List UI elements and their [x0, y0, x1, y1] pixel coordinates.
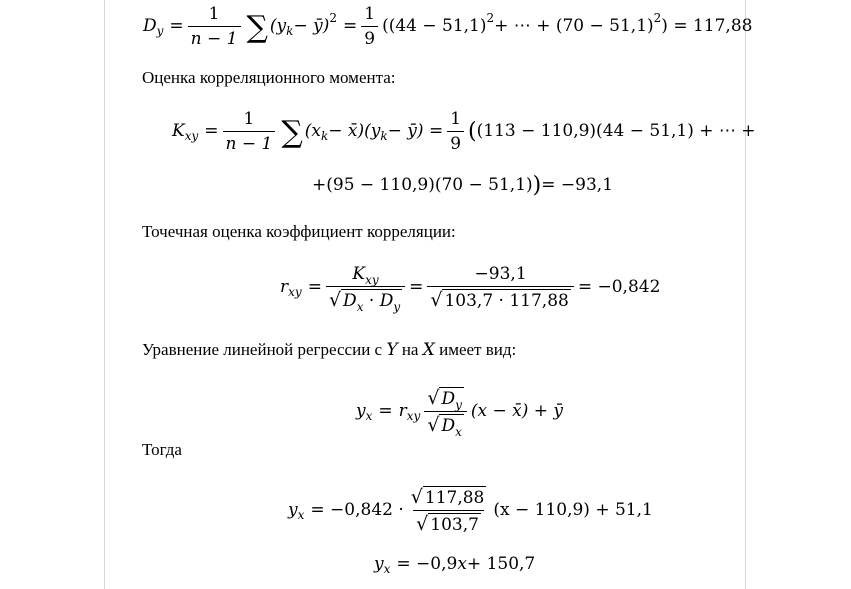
- paragraph-correlation-coefficient: Точечная оценка коэффициент корреляции:: [142, 222, 456, 241]
- fraction-1-over-9: $\frac{1}{9}$: [361, 4, 378, 49]
- formula-rxy: r xy = $K_{xy}$ √ $D_x \cdot D_y$ = −93,1 √ 103,7 · 117,88 = −0,842: [280, 263, 661, 314]
- sigma-symbol: ∑: [246, 10, 268, 45]
- formula-regression: y x = r xy √ $D_y$ √ $D_x$ (x − x̄) + ȳ: [356, 386, 564, 439]
- formula-kxy: K xy = $\frac{1}{n - 1}$ ∑ (x k − x̄)(y k − ȳ) = $\frac{1}{9}$ ( (113 − 110,9)(44 − 51,1) + ⋯ +: [172, 108, 756, 154]
- var-d: D: [143, 16, 157, 36]
- formula-dy: D y = $\frac{1}{n - 1}$ ∑ (y k − ȳ) 2 = $\frac{1}{9}$ ((44 − 51,1) 2 + ⋯ + (70 − 51,1) 2 ) = 117,88: [143, 3, 753, 49]
- left-margin-line: [104, 0, 105, 589]
- formula-kxy-line2: +(95 − 110,9)(70 − 51,1) ) = −93,1: [312, 172, 614, 198]
- sigma-symbol: ∑: [281, 115, 303, 150]
- fraction-1-over-n-1: $\frac{1}{n - 1}$: [188, 4, 241, 49]
- paragraph-correlation-moment: Оценка корреляционного момента:: [142, 68, 396, 87]
- paragraph-then: Тогда: [142, 440, 182, 459]
- formula-final: y x = −0,9 x + 150,7: [374, 554, 536, 576]
- eq-sign: =: [169, 16, 184, 36]
- paragraph-regression: Уравнение линейной регрессии с Y на X имеет вид:: [142, 340, 517, 360]
- right-margin-line: [745, 0, 746, 589]
- formula-regression-numeric: y x = −0,842 · √ 117,88 √ 103,7 (x − 110,9) + 51,1: [288, 485, 653, 535]
- sub-y: y: [156, 24, 164, 38]
